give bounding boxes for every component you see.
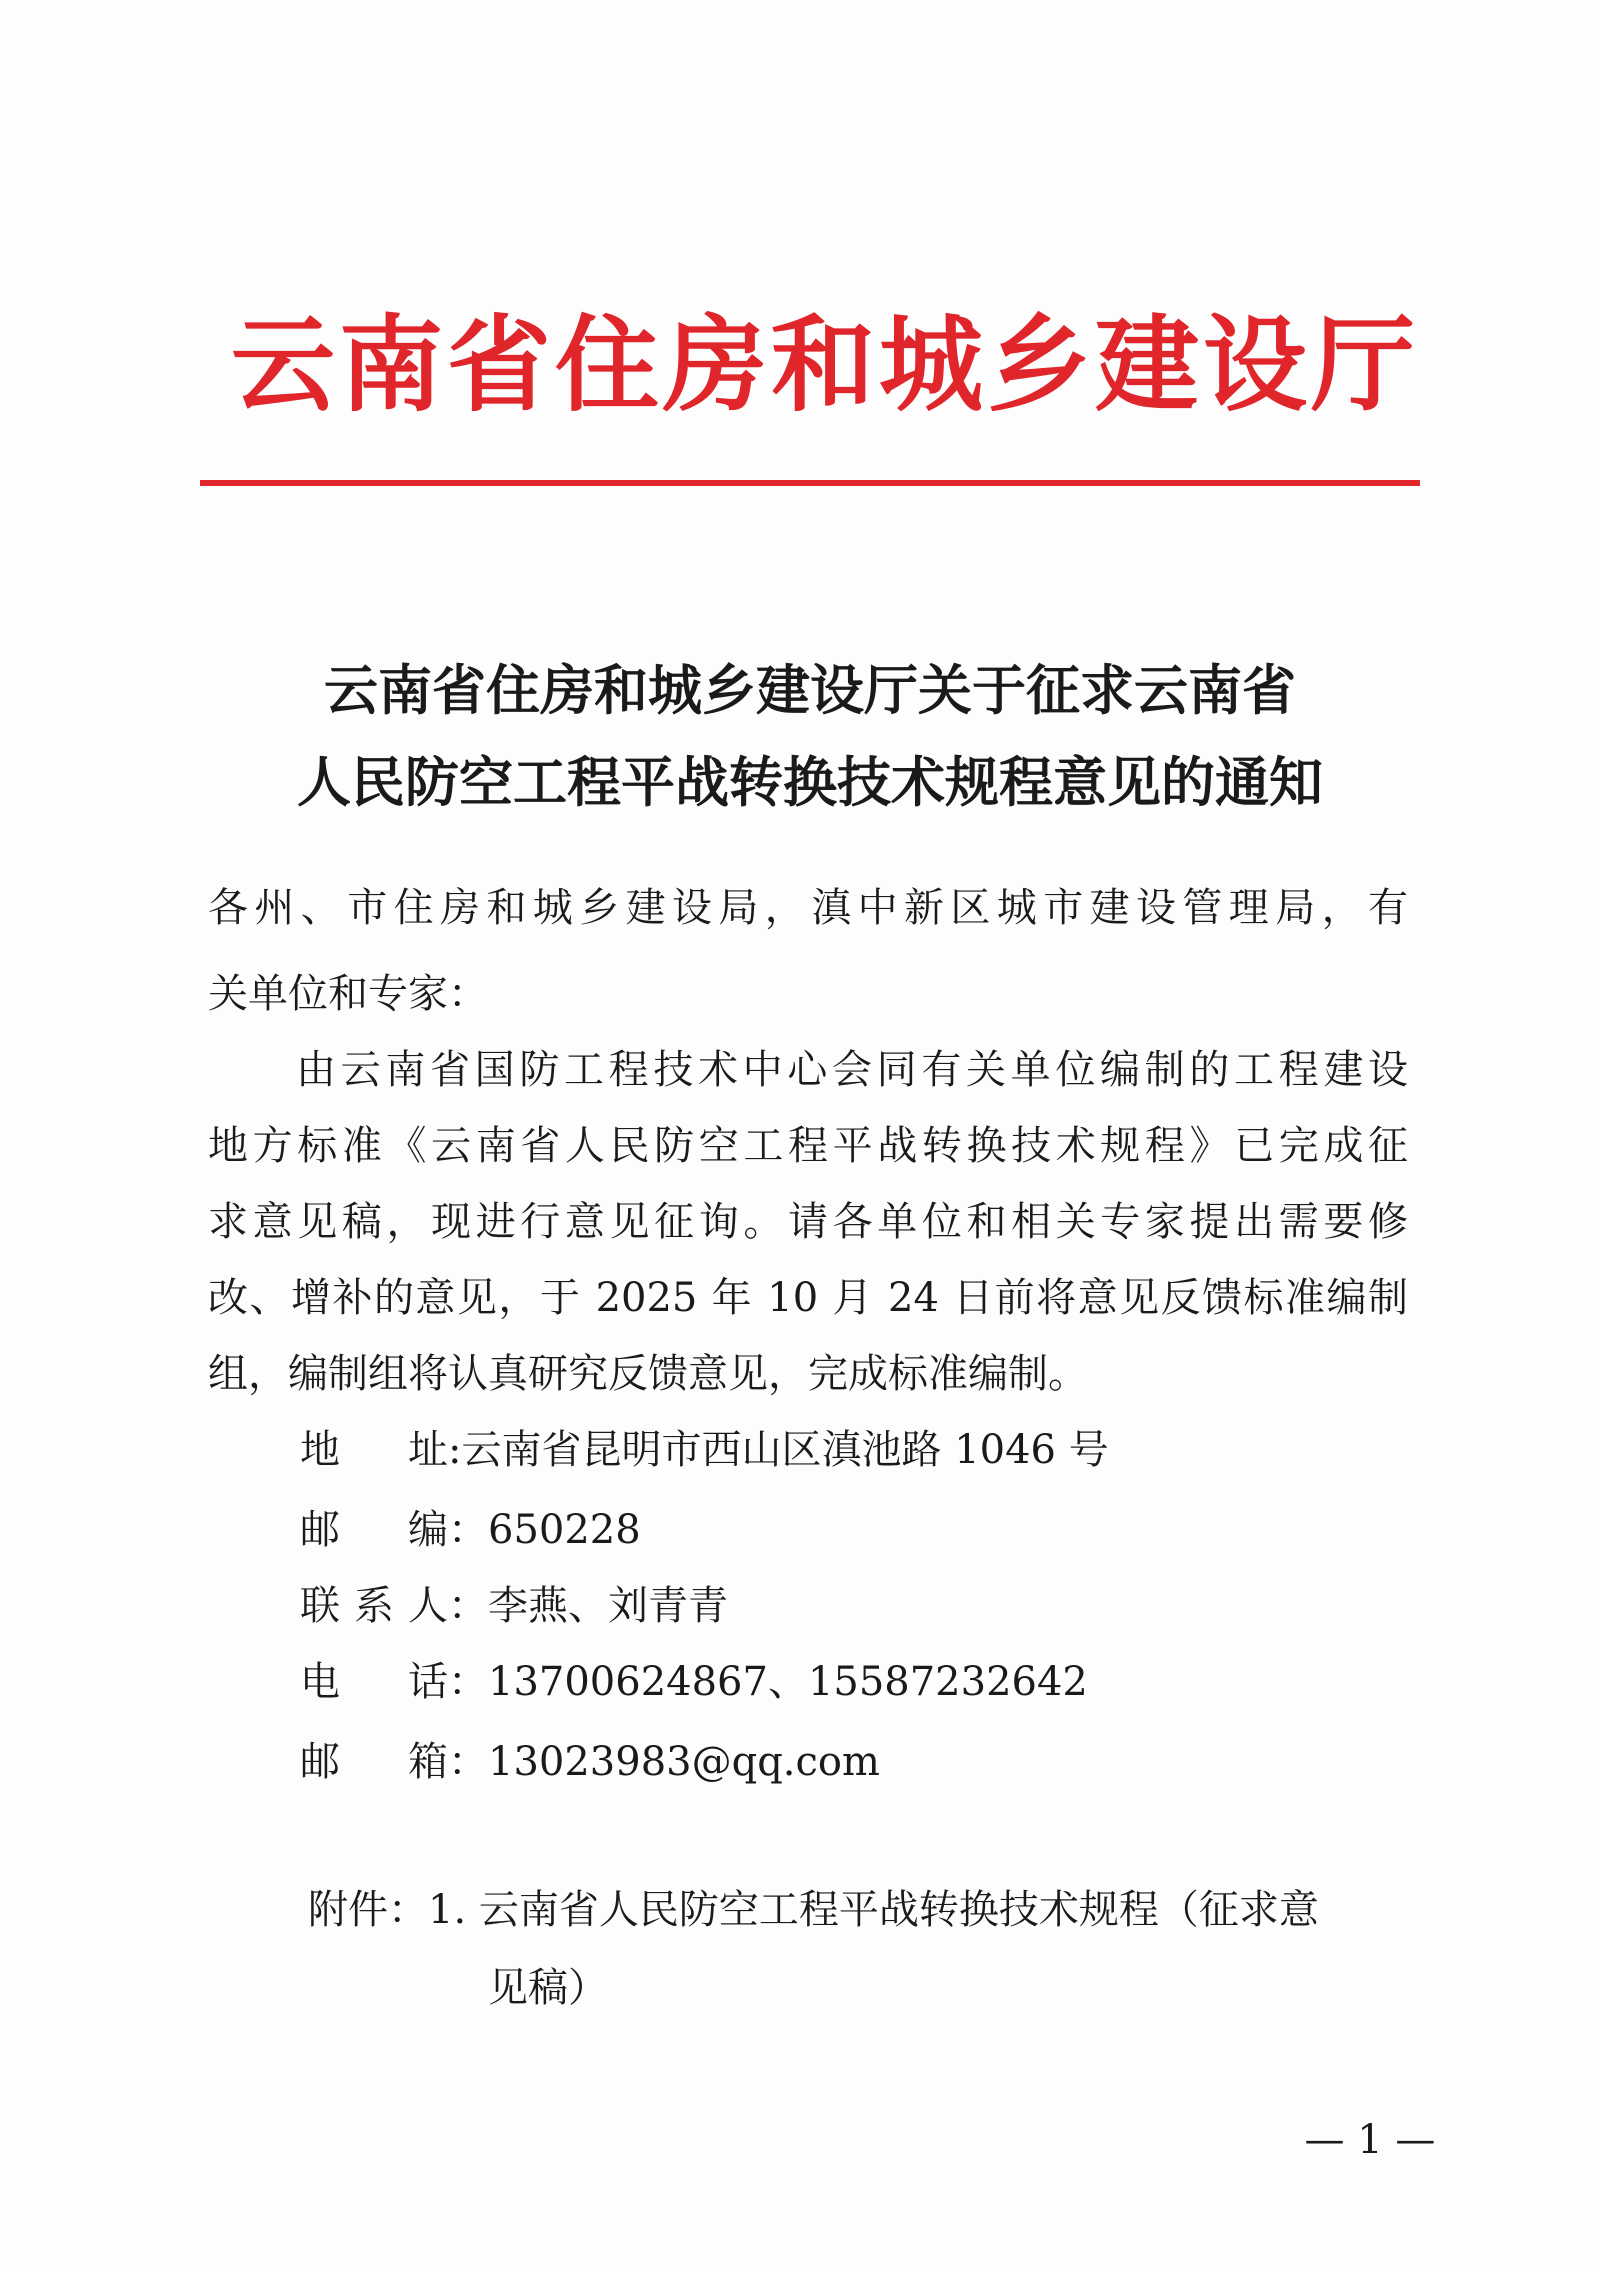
contact-person: [300, 1576, 728, 1636]
body-paragraph-line-3: 求意见稿，现进行意见征询。请各单位和相关专家提出需要修: [208, 1199, 1408, 1245]
body-paragraph-line-5: 组，编制组将认真研究反馈意见，完成标准编制。: [208, 1351, 1088, 1397]
contact-person-label: 联系人: [300, 1583, 448, 1629]
document-title-line-2: 人民防空工程平战转换技术规程意见的通知: [297, 750, 1323, 814]
attachment-line-1: [308, 1880, 1319, 1940]
contact-email-label: 邮箱: [300, 1739, 448, 1785]
contact-address: [300, 1420, 1109, 1480]
body-paragraph-line-1: 由云南省国防工程技术中心会同有关单位编制的工程建设: [296, 1047, 1408, 1093]
contact-postcode: [300, 1500, 641, 1560]
contact-postcode-value: ：650228: [448, 1507, 641, 1553]
contact-phone-label: 电话: [300, 1659, 448, 1705]
attachment-label: 附件：: [308, 1887, 428, 1933]
body-paragraph-line-4: 改、增补的意见，于 2025 年 10 月 24 日前将意见反馈标准编制: [208, 1275, 1408, 1321]
document-title-line-1: 云南省住房和城乡建设厅关于征求云南省: [324, 658, 1296, 722]
contact-address-value: :云南省昆明市西山区滇池路 1046 号: [448, 1427, 1109, 1473]
addressee-line-1: 各州、市住房和城乡建设局，滇中新区城市建设管理局，有: [208, 885, 1408, 931]
attachment-line-2: 见稿）: [488, 1965, 608, 2011]
contact-person-value: ：李燕、刘青青: [448, 1583, 728, 1629]
contact-address-label: 地址: [300, 1427, 448, 1473]
page-number: — 1 —: [1304, 2117, 1436, 2163]
letterhead-red-rule: [200, 480, 1420, 486]
attachment-item-1: 1. 云南省人民防空工程平战转换技术规程（征求意: [428, 1887, 1319, 1933]
addressee-line-2: 关单位和专家：: [208, 971, 488, 1017]
contact-phone-value: ：13700624867、15587232642: [448, 1659, 1088, 1705]
contact-email-value: ：13023983@qq.com: [448, 1739, 880, 1785]
contact-email: [300, 1732, 880, 1792]
body-paragraph-line-2: 地方标准《云南省人民防空工程平战转换技术规程》已完成征: [208, 1123, 1408, 1169]
contact-postcode-label: 邮编: [300, 1507, 448, 1553]
contact-phone: [300, 1652, 1088, 1712]
letterhead-org-name: 云南省住房和城乡建设厅: [230, 303, 1419, 426]
